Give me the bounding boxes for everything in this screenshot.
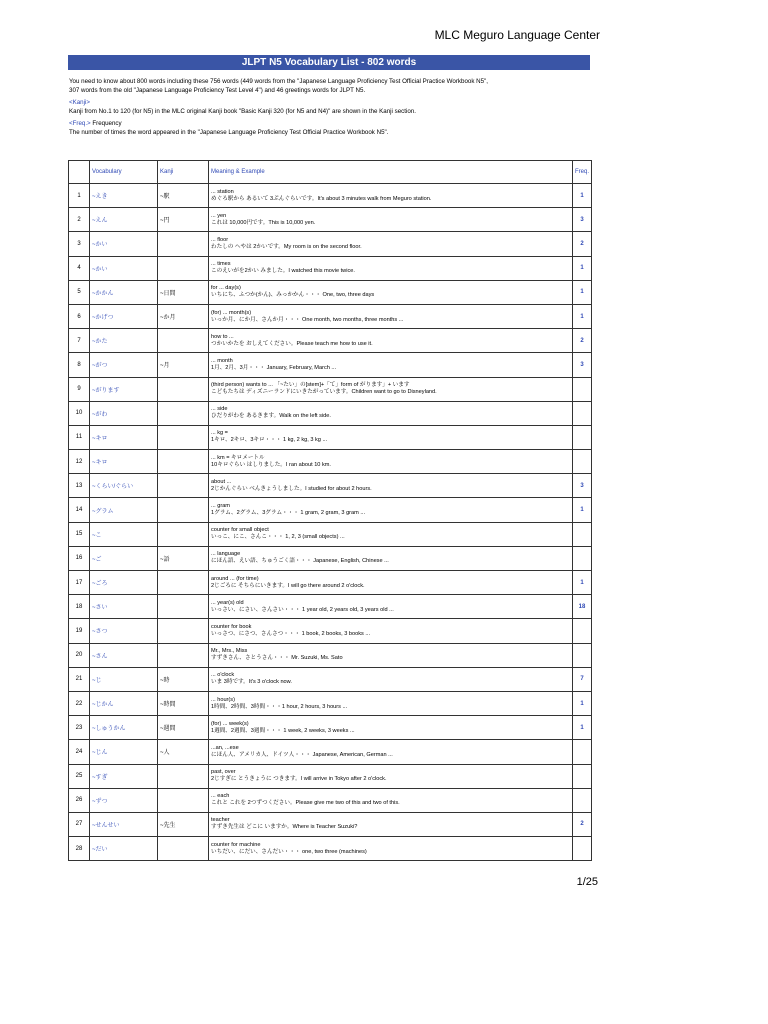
meaning-cell [209,329,573,353]
meaning-text: ... side [211,406,228,413]
meaning-cell [209,740,573,764]
frequency-cell [573,377,592,401]
meaning-cell [209,812,573,836]
example-text: いちにち、ふつか(かん)、みっかかん・・・ One, two, three days [211,292,375,299]
frequency-cell [573,643,592,667]
meaning-text: ...an, ...ese [211,744,239,751]
meaning-cell [209,764,573,788]
kanji-tag: <Kanji> [69,99,90,107]
row-number: 14 [69,498,90,522]
frequency-cell [573,788,592,812]
example-text: すずきさん、さとうさん・・・ Mr. Suzuki, Ms. Sato [211,655,343,662]
row-number: 2 [69,208,90,232]
meaning-cell [209,208,573,232]
frequency-cell: 3 [573,208,592,232]
kanji-cell: ~駅 [158,184,209,208]
example-text: いちだい、にだい、さんだい・・・ one, two three (machines) [211,848,367,855]
vocabulary-cell: ~かげつ [90,304,158,328]
meaning-text: (for) ... month(s) [211,309,252,316]
meaning-cell [209,643,573,667]
vocabulary-cell: ~がつ [90,353,158,377]
meaning-cell [209,232,573,256]
frequency-cell: 1 [573,304,592,328]
kanji-cell [158,256,209,280]
meaning-cell [209,377,573,401]
frequency-cell: 2 [573,812,592,836]
example-text: 1時間、2時間、3時間・・・1 hour, 2 hours, 3 hours ... [211,703,348,710]
table-row [69,256,592,280]
row-number: 13 [69,474,90,498]
freq-tag: <Freq.> [69,120,91,128]
example-text: いっさつ、にさつ、さんさつ・・・ 1 book, 2 books, 3 books ... [211,630,371,637]
meaning-text: ... year(s) old [211,599,244,606]
meaning-text: ... gram [211,503,230,510]
meaning-cell [209,667,573,691]
kanji-note-text: Kanji from No.1 to 120 (for N5) in the MLC original Kanji book "Basic Kanji 320 (for N5 and N4)" are shown in the Kanji section. [69,107,416,115]
intro-section [69,78,609,142]
kanji-cell [158,401,209,425]
kanji-cell: ~語 [158,546,209,570]
table-row [69,716,592,740]
kanji-cell: ~週間 [158,716,209,740]
frequency-cell: 1 [573,280,592,304]
row-number: 12 [69,450,90,474]
freq-note-text: The number of times the word appeared in the "Japanese Language Proficiency Test Official Practice Workbook N5". [69,128,389,136]
frequency-cell [573,522,592,546]
frequency-cell: 18 [573,595,592,619]
table-row [69,474,592,498]
table-row [69,619,592,643]
example-text: わたしの へやは 2かいです。My room is on the second floor. [211,243,362,250]
kanji-cell [158,377,209,401]
header-frequency: Freq. [573,161,592,184]
kanji-cell: ~日間 [158,280,209,304]
meaning-text: counter for book [211,623,252,630]
meaning-cell [209,619,573,643]
meaning-text: ... hour(s) [211,696,235,703]
vocabulary-cell: ~がります [90,377,158,401]
meaning-cell [209,837,573,861]
row-number: 25 [69,764,90,788]
example-text: めぐろ駅から あるいて 3ぷんぐらいです。It's about 3 minutes walk from Meguro station. [211,195,432,202]
row-number: 6 [69,304,90,328]
kanji-cell [158,764,209,788]
example-text: にほん語、えい語、ちゅうごく語・・・ Japanese, English, Chinese ... [211,558,389,565]
meaning-cell [209,425,573,449]
row-number: 21 [69,667,90,691]
table-row [69,740,592,764]
table-row [69,208,592,232]
kanji-cell [158,595,209,619]
kanji-cell [158,450,209,474]
intro-paragraph [69,78,609,95]
vocabulary-cell: ~さい [90,595,158,619]
example-text: このえいがを2かい みました。I watched this movie twice. [211,268,355,275]
vocabulary-cell: ~ご [90,546,158,570]
meaning-text: around ... (for time) [211,575,259,582]
meaning-cell [209,522,573,546]
table-row [69,280,592,304]
header-row [69,161,592,184]
row-number: 28 [69,837,90,861]
row-number: 26 [69,788,90,812]
vocabulary-cell: ~せんせい [90,812,158,836]
example-text: にほん人、アメリカ人、ドイツ人・・・ Japanese, American, German ... [211,751,393,758]
row-number: 8 [69,353,90,377]
table-row [69,353,592,377]
table-row [69,571,592,595]
frequency-cell [573,450,592,474]
meaning-text: teacher [211,817,230,824]
meaning-text: ... kg = [211,430,228,437]
table-row [69,788,592,812]
vocabulary-cell: ~グラム [90,498,158,522]
table-row [69,595,592,619]
meaning-text: ... each [211,793,230,800]
example-text: いっか月、にか月、さんか月・・・ One month, two months, three months ... [211,316,404,323]
table-row [69,425,592,449]
kanji-cell [158,498,209,522]
vocabulary-cell: ~かかん [90,280,158,304]
meaning-text: ... floor [211,236,229,243]
kanji-cell [158,619,209,643]
row-number: 1 [69,184,90,208]
table-row [69,837,592,861]
header-kanji: Kanji [158,161,209,184]
intro-line-1: You need to know about 800 words including these 756 words (449 words from the "Japanese Language Proficiency Test Official Practice Workbook N5", [69,78,488,85]
example-text: いっさい、にさい、さんさい・・・ 1 year old, 2 years old, 3 years old ... [211,606,394,613]
frequency-cell: 2 [573,329,592,353]
example-text: つかいかたを おしえてください。Please teach me how to use it. [211,340,373,347]
freq-heading [69,120,609,129]
kanji-note [69,99,609,116]
example-text: 10キロぐらい はしりました。I ran about 10 km. [211,461,331,468]
row-number: 16 [69,546,90,570]
row-number: 22 [69,691,90,715]
vocabulary-cell: ~ずつ [90,788,158,812]
meaning-cell [209,546,573,570]
row-number: 23 [69,716,90,740]
row-number: 7 [69,329,90,353]
meaning-text: past, over [211,769,236,776]
meaning-cell [209,304,573,328]
vocabulary-cell: ~じん [90,740,158,764]
vocabulary-cell: ~さん [90,643,158,667]
frequency-cell: 3 [573,474,592,498]
table-row [69,667,592,691]
table-row [69,764,592,788]
table-row [69,232,592,256]
table-row [69,329,592,353]
frequency-cell [573,425,592,449]
row-number: 9 [69,377,90,401]
meaning-text: (for) ... week(s) [211,720,249,727]
kanji-cell: ~円 [158,208,209,232]
example-text: 1グラム、2グラム、3グラム・・・ 1 gram, 2 gram, 3 gram ... [211,510,366,517]
example-text: 1キロ、2キロ、3キロ・・・ 1 kg, 2 kg, 3 kg ... [211,437,328,444]
table-row [69,812,592,836]
vocabulary-cell: ~キロ [90,450,158,474]
vocabulary-cell: ~えん [90,208,158,232]
meaning-cell [209,788,573,812]
meaning-text: (third person) wants to ... 「~たい」の[stem]+「て」form of がります」+ います [211,382,410,389]
meaning-text: Mr., Mrs., Miss [211,648,248,655]
vocabulary-cell: ~すぎ [90,764,158,788]
meaning-text: how to ... [211,333,234,340]
example-text: こどもたちは ディズニーランドにいきたがっています。Children want to go to Disneyland. [211,389,437,396]
table-row [69,401,592,425]
frequency-cell: 3 [573,353,592,377]
example-text: これと これを 2つずつください。Please give me two of this and two of this. [211,800,400,807]
frequency-cell: 1 [573,571,592,595]
meaning-cell [209,716,573,740]
meaning-text: ... o'clock [211,672,235,679]
meaning-cell [209,401,573,425]
frequency-cell [573,401,592,425]
vocabulary-cell: ~こ [90,522,158,546]
meaning-cell [209,184,573,208]
meaning-text: for ... day(s) [211,285,241,292]
table-row [69,184,592,208]
frequency-cell [573,546,592,570]
kanji-cell [158,232,209,256]
meaning-text: about ... [211,478,232,485]
example-text: これは 10,000円です。This is 10,000 yen. [211,219,316,226]
frequency-cell: 1 [573,184,592,208]
kanji-cell [158,522,209,546]
row-number: 10 [69,401,90,425]
frequency-cell [573,619,592,643]
example-text: いま 3時です。It's 3 o'clock now. [211,679,292,686]
table-row [69,546,592,570]
page-number: 1/25 [576,876,598,888]
example-text: 2じかんぐらい べんきょうしました。I studied for about 2 hours. [211,485,372,492]
frequency-cell: 1 [573,498,592,522]
meaning-cell [209,691,573,715]
table-row [69,691,592,715]
meaning-text: ... month [211,357,233,364]
frequency-cell: 1 [573,691,592,715]
example-text: 1週間、2週間、3週間・・・ 1 week, 2 weeks, 3 weeks ... [211,727,355,734]
table-row [69,522,592,546]
kanji-cell: ~か月 [158,304,209,328]
example-text: 2じすぎに とうきょうに つきます。I will arrive in Tokyo after 2 o'clock. [211,776,387,783]
kanji-cell: ~時 [158,667,209,691]
row-number: 24 [69,740,90,764]
meaning-cell [209,571,573,595]
freq-label: Frequency [90,120,122,128]
table-row [69,377,592,401]
row-number: 20 [69,643,90,667]
row-number: 4 [69,256,90,280]
frequency-cell: 7 [573,667,592,691]
example-text: いっこ、にこ、さんこ・・・ 1, 2, 3 (small objects) ... [211,534,345,541]
vocabulary-cell: ~だい [90,837,158,861]
kanji-cell [158,643,209,667]
kanji-cell: ~人 [158,740,209,764]
header-number [69,161,90,184]
kanji-cell [158,837,209,861]
vocabulary-cell: ~キロ [90,425,158,449]
frequency-cell [573,764,592,788]
meaning-cell [209,595,573,619]
meaning-text: ... language [211,551,241,558]
vocabulary-cell: ~じかん [90,691,158,715]
meaning-text: counter for machine [211,841,261,848]
meaning-cell [209,474,573,498]
meaning-text: counter for small object [211,527,269,534]
table-row [69,498,592,522]
row-number: 17 [69,571,90,595]
row-number: 27 [69,812,90,836]
kanji-cell: ~時間 [158,691,209,715]
example-text: すずき先生は どこに いますか。Where is Teacher Suzuki? [211,824,358,831]
vocabulary-table-header [69,161,592,184]
kanji-cell: ~先生 [158,812,209,836]
meaning-cell [209,280,573,304]
kanji-cell: ~月 [158,353,209,377]
vocabulary-cell: ~くらい/ぐらい [90,474,158,498]
frequency-cell: 2 [573,232,592,256]
frequency-cell [573,837,592,861]
table-row [69,450,592,474]
meaning-cell [209,498,573,522]
table-row [69,643,592,667]
meaning-text: ... station [211,188,234,195]
example-text: ひだりがわを あるきます。Walk on the left side. [211,413,331,420]
vocabulary-cell: ~かた [90,329,158,353]
frequency-cell: 1 [573,716,592,740]
kanji-cell [158,329,209,353]
meaning-text: ... times [211,261,231,268]
vocabulary-cell: ~ごろ [90,571,158,595]
frequency-cell: 1 [573,256,592,280]
vocabulary-cell: ~しゅうかん [90,716,158,740]
kanji-cell [158,474,209,498]
row-number: 3 [69,232,90,256]
header-meaning: Meaning & Example [209,161,573,184]
intro-line-2: 307 words from the old "Japanese Language Proficiency Test Level 4") and 46 greetings words for JLPT N5. [69,86,366,94]
document-title: JLPT N5 Vocabulary List - 802 words [68,55,590,70]
meaning-cell [209,353,573,377]
meaning-text: ... yen [211,212,227,219]
row-number: 19 [69,619,90,643]
kanji-cell [158,788,209,812]
row-number: 5 [69,280,90,304]
kanji-cell [158,571,209,595]
freq-note [69,120,609,137]
meaning-text: ... km = キロメートル [211,454,265,461]
example-text: 2じごろに そちらにいきます。I will go there around 2 o'clock. [211,582,365,589]
meaning-cell [209,450,573,474]
example-text: 1月、2月、3月・・・ January, February, March ... [211,364,337,371]
organization-name: MLC Meguro Language Center [434,28,600,42]
row-number: 11 [69,425,90,449]
header-vocabulary: Vocabulary [90,161,158,184]
meaning-cell [209,256,573,280]
vocabulary-table [68,160,592,861]
vocabulary-cell: ~かい [90,256,158,280]
vocabulary-cell: ~かい [90,232,158,256]
table-row [69,304,592,328]
vocabulary-cell: ~さつ [90,619,158,643]
row-number: 18 [69,595,90,619]
frequency-cell [573,740,592,764]
row-number: 15 [69,522,90,546]
vocabulary-cell: ~えき [90,184,158,208]
vocabulary-cell: ~じ [90,667,158,691]
vocabulary-table-body [69,184,592,861]
kanji-cell [158,425,209,449]
vocabulary-cell: ~がわ [90,401,158,425]
